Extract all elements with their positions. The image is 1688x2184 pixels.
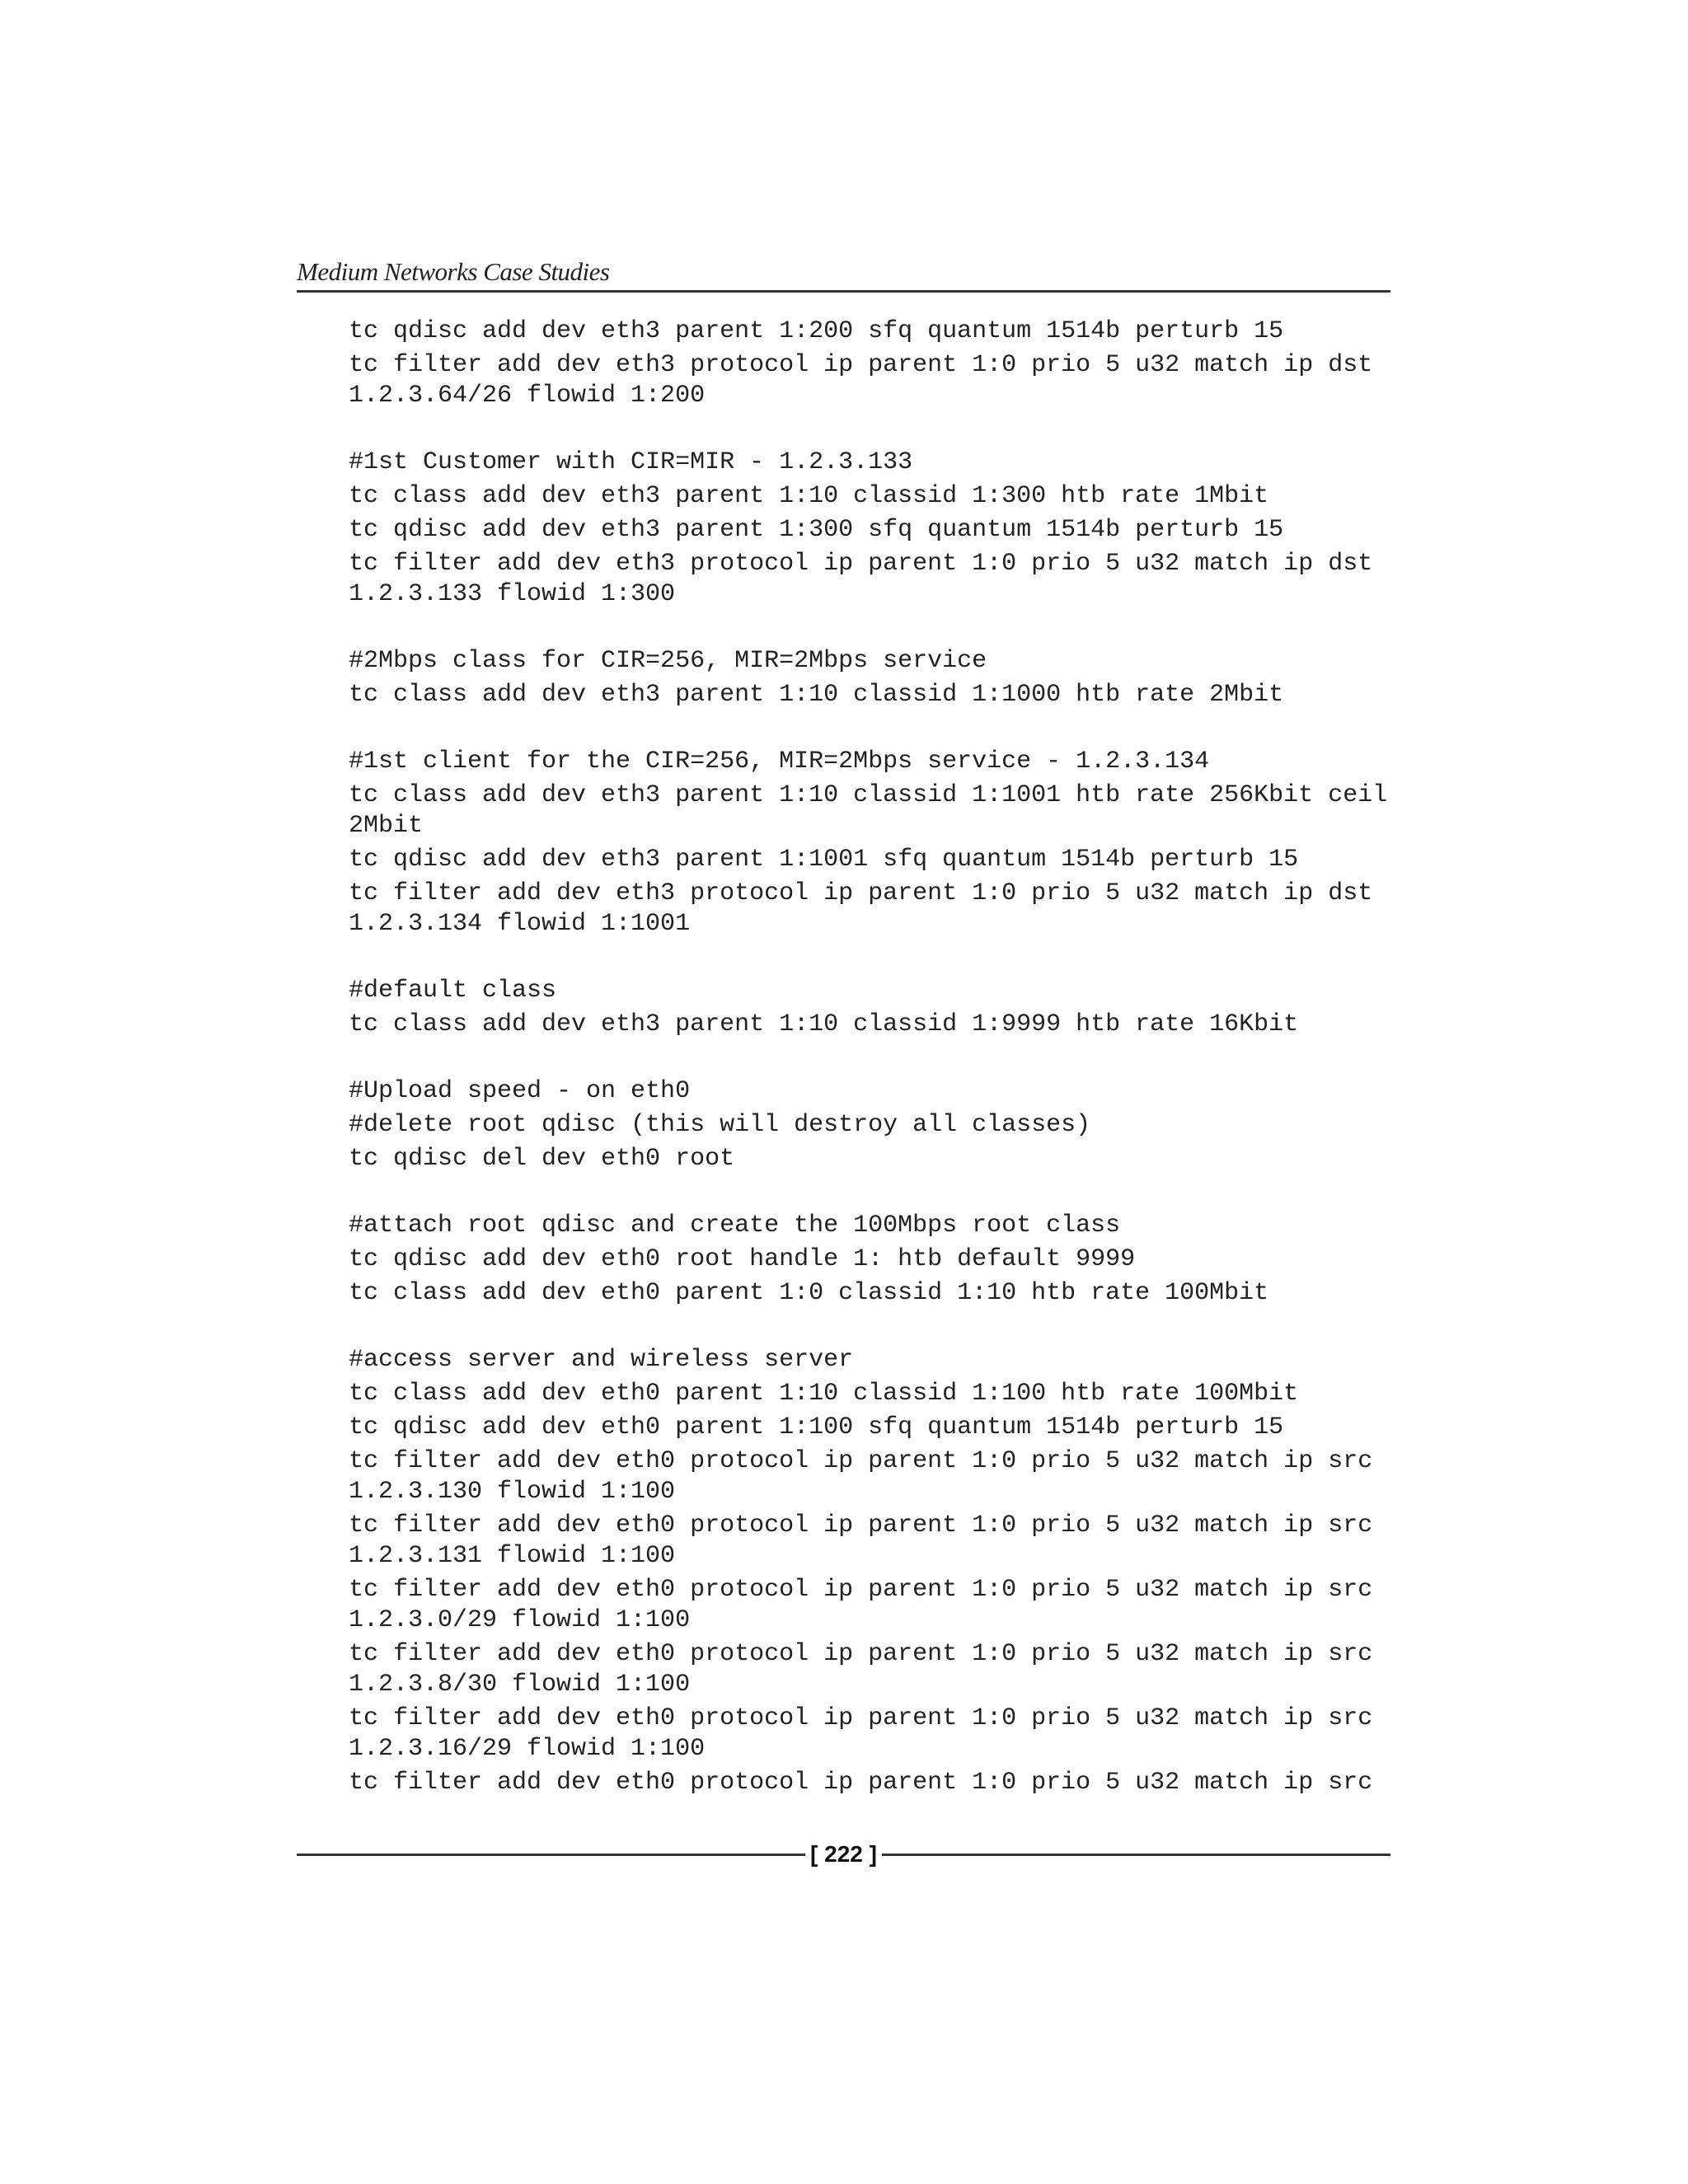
code-block: [349, 1211, 1420, 1309]
code-block: [349, 1345, 1420, 1798]
code-line: 1.2.3.16/29 flowid 1:100: [349, 1735, 706, 1763]
code-command: [349, 316, 1420, 347]
code-line: 1.2.3.0/29 flowid 1:100: [349, 1606, 691, 1634]
code-line: tc filter add dev eth3 protocol ip parent 1:0 prio 5 u32 match ip dst: [349, 550, 1373, 578]
code-line: tc class add dev eth3 parent 1:10 classid 1:300 htb rate 1Mbit: [349, 482, 1269, 510]
code-command: [349, 1010, 1420, 1040]
code-line: tc qdisc del dev eth0 root: [349, 1145, 735, 1173]
code-line: #2Mbps class for CIR=256, MIR=2Mbps service: [349, 647, 987, 675]
code-command: [349, 1768, 1420, 1798]
footer-rule-left: [297, 1854, 805, 1856]
code-command: [349, 845, 1420, 875]
code-line: tc qdisc add dev eth0 parent 1:100 sfq quantum 1514b perturb 15: [349, 1413, 1284, 1441]
code-line: 1.2.3.8/30 flowid 1:100: [349, 1671, 691, 1699]
code-line: tc qdisc add dev eth0 root handle 1: htb default 9999: [349, 1245, 1136, 1273]
code-comment: [349, 747, 1420, 777]
code-line: 1.2.3.133 flowid 1:300: [349, 580, 676, 608]
code-command: [349, 1244, 1420, 1275]
code-command: [349, 515, 1420, 546]
code-line: tc class add dev eth0 parent 1:10 classid 1:100 htb rate 100Mbit: [349, 1380, 1299, 1408]
code-block: [349, 316, 1420, 411]
code-line: tc filter add dev eth0 protocol ip parent 1:0 prio 5 u32 match ip src: [349, 1576, 1373, 1604]
code-line: tc class add dev eth0 parent 1:0 classid 1:10 htb rate 100Mbit: [349, 1279, 1269, 1307]
code-line: 2Mbit: [349, 812, 424, 840]
code-line: #delete root qdisc (this will destroy all classes): [349, 1111, 1091, 1139]
code-command: [349, 549, 1420, 610]
code-comment: [349, 448, 1420, 478]
code-line: tc qdisc add dev eth3 parent 1:1001 sfq quantum 1514b perturb 15: [349, 846, 1299, 874]
page-footer: [297, 1838, 1390, 1871]
footer-rule-right: [882, 1854, 1390, 1856]
code-line: tc filter add dev eth0 protocol ip parent 1:0 prio 5 u32 match ip src: [349, 1704, 1373, 1732]
code-line: tc class add dev eth3 parent 1:10 classid 1:1001 htb rate 256Kbit ceil: [349, 781, 1388, 809]
code-command: [349, 1144, 1420, 1174]
code-command: [349, 1413, 1420, 1443]
code-comment: [349, 1110, 1420, 1141]
code-block: [349, 1076, 1420, 1174]
code-line: tc filter add dev eth0 protocol ip parent 1:0 prio 5 u32 match ip src: [349, 1447, 1373, 1475]
code-command: [349, 780, 1420, 841]
code-line: 1.2.3.131 flowid 1:100: [349, 1542, 676, 1570]
code-line: tc class add dev eth3 parent 1:10 classid 1:9999 htb rate 16Kbit: [349, 1010, 1299, 1038]
code-line: 1.2.3.130 flowid 1:100: [349, 1478, 676, 1506]
code-line: #attach root qdisc and create the 100Mbps root class: [349, 1212, 1121, 1240]
code-command: [349, 481, 1420, 512]
code-line: tc qdisc add dev eth3 parent 1:300 sfq quantum 1514b perturb 15: [349, 516, 1284, 544]
code-comment: [349, 1211, 1420, 1241]
chapter-title: Medium Networks Case Studies: [297, 257, 610, 286]
code-comment: [349, 1076, 1420, 1107]
code-line: 1.2.3.134 flowid 1:1001: [349, 910, 691, 938]
code-command: [349, 879, 1420, 940]
code-line: tc filter add dev eth3 protocol ip parent 1:0 prio 5 u32 match ip dst: [349, 351, 1373, 379]
code-comment: [349, 1345, 1420, 1376]
code-line: tc filter add dev eth0 protocol ip parent 1:0 prio 5 u32 match ip src: [349, 1640, 1373, 1668]
code-command: [349, 1511, 1420, 1572]
code-line: tc class add dev eth3 parent 1:10 classid 1:1000 htb rate 2Mbit: [349, 681, 1284, 709]
code-command: [349, 1704, 1420, 1765]
code-command: [349, 1575, 1420, 1636]
code-command: [349, 350, 1420, 411]
code-block: [349, 976, 1420, 1040]
code-line: #1st client for the CIR=256, MIR=2Mbps service - 1.2.3.134: [349, 748, 1210, 776]
code-comment: [349, 646, 1420, 677]
code-command: [349, 680, 1420, 710]
code-line: tc filter add dev eth3 protocol ip parent 1:0 prio 5 u32 match ip dst: [349, 879, 1373, 907]
code-command: [349, 1278, 1420, 1309]
code-block: [349, 448, 1420, 610]
code-line: 1.2.3.64/26 flowid 1:200: [349, 382, 706, 410]
code-command: [349, 1639, 1420, 1700]
code-block: [349, 646, 1420, 710]
code-line: #default class: [349, 977, 557, 1005]
code-line: tc filter add dev eth0 protocol ip parent 1:0 prio 5 u32 match ip src: [349, 1511, 1373, 1540]
code-line: #Upload speed - on eth0: [349, 1077, 691, 1105]
code-block: [349, 747, 1420, 940]
code-line: tc qdisc add dev eth3 parent 1:200 sfq quantum 1514b perturb 15: [349, 317, 1284, 345]
code-command: [349, 1379, 1420, 1409]
code-line: #access server and wireless server: [349, 1346, 854, 1374]
code-comment: [349, 976, 1420, 1006]
running-header: [297, 257, 1390, 293]
page-number: [ 222 ]: [810, 1841, 877, 1867]
code-command: [349, 1446, 1420, 1507]
code-line: #1st Customer with CIR=MIR - 1.2.3.133: [349, 448, 913, 476]
code-listing: [349, 316, 1420, 1798]
code-line: tc filter add dev eth0 protocol ip parent 1:0 prio 5 u32 match ip src: [349, 1769, 1373, 1797]
